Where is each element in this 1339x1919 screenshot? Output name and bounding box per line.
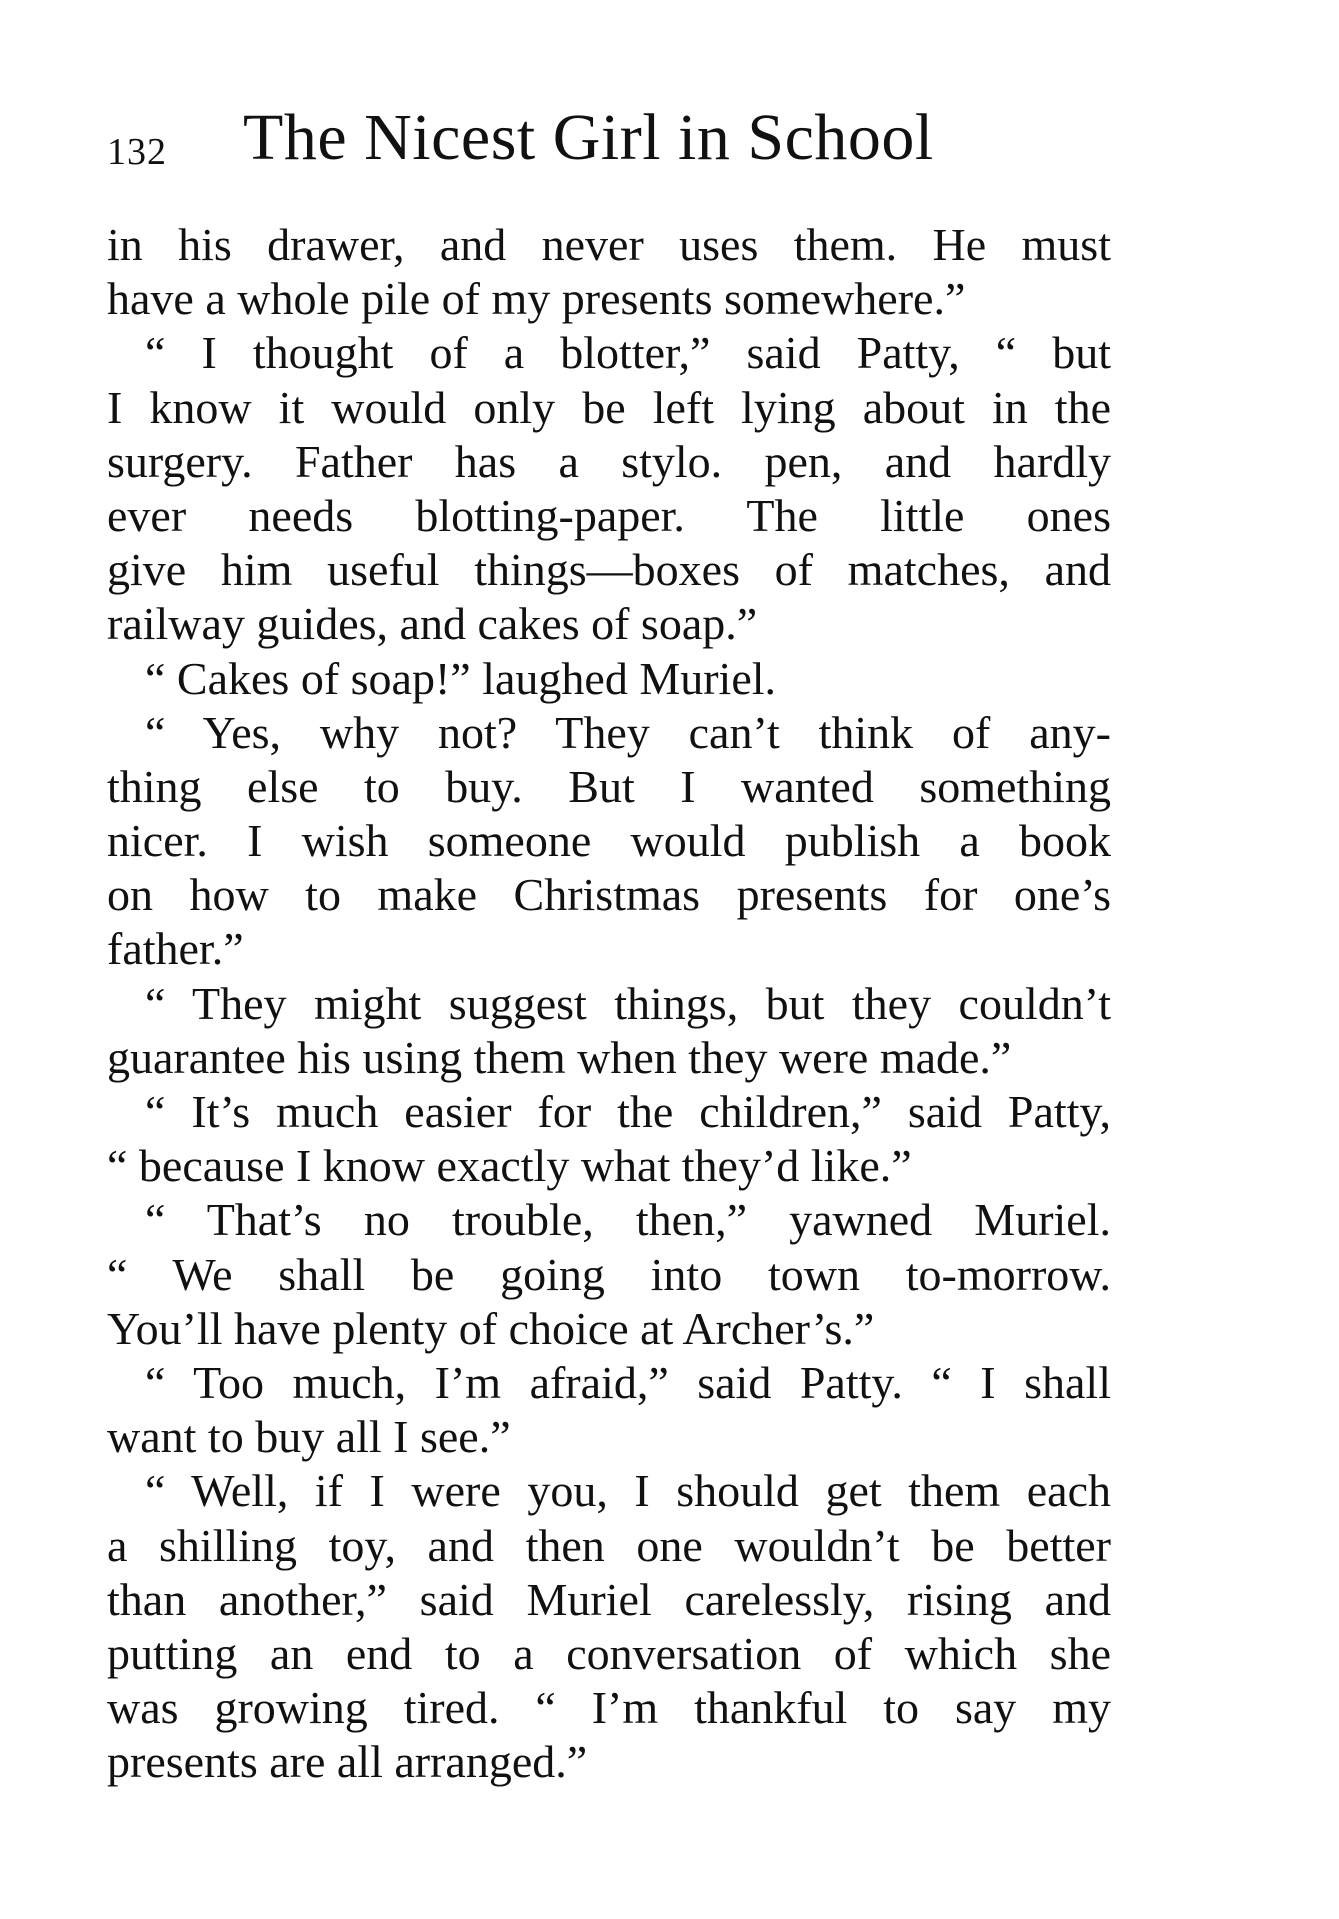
text-line: surgery. Father has a stylo. pen, and hardly [107,435,1111,487]
page-number: 132 [107,131,167,173]
running-title: The Nicest Girl in School [243,101,934,174]
text-line: “ We shall be going into town to-morrow. [107,1248,1111,1300]
text-line: was growing tired. “ I’m thankful to say my [107,1682,1111,1734]
text-line: “ I thought of a blotter,” said Patty, “ but [145,327,1111,379]
text-line: nicer. I wish someone would publish a book [107,815,1111,867]
text-line: in his drawer, and never uses them. He must [107,219,1111,270]
text-line: “ Cakes of soap!” laughed Muriel. [145,652,777,704]
text-line: “ It’s much easier for the children,” said Patty, [145,1086,1111,1137]
page-header [107,100,1127,180]
text-line: want to buy all I see.” [107,1411,511,1463]
text-line: “ Yes, why not? They can’t think of any- [145,706,1111,758]
text-line: give him useful things—boxes of matches, and [107,544,1111,596]
text-line: You’ll have plenty of choice at Archer’s.” [107,1302,875,1354]
text-line: “ Too much, I’m afraid,” said Patty. “ I shall [145,1356,1111,1408]
text-line: I know it would only be left lying about in the [107,381,1111,433]
text-line: presents are all arranged.” [107,1736,588,1788]
text-line: “ That’s no trouble, then,” yawned Muriel. [145,1194,1111,1246]
text-line: ever needs blotting-paper. The little ones [107,489,1111,541]
text-line: a shilling toy, and then one wouldn’t be better [107,1519,1111,1571]
text-line: putting an end to a conversation of which she [107,1627,1111,1679]
text-line: “ because I know exactly what they’d like.” [107,1140,912,1192]
text-line: have a whole pile of my presents somewhere.” [107,273,966,325]
text-line: on how to make Christmas presents for one’s [107,869,1111,921]
text-line: guarantee his using them when they were made.” [107,1031,1012,1083]
text-line: “ They might suggest things, but they couldn’t [145,977,1111,1029]
text-line: railway guides, and cakes of soap.” [107,598,758,650]
text-line: “ Well, if I were you, I should get them each [145,1465,1111,1517]
text-line: father.” [107,923,244,975]
body-text [107,218,1111,1789]
text-line: than another,” said Muriel carelessly, rising and [107,1573,1111,1625]
text-line: thing else to buy. But I wanted something [107,760,1111,812]
